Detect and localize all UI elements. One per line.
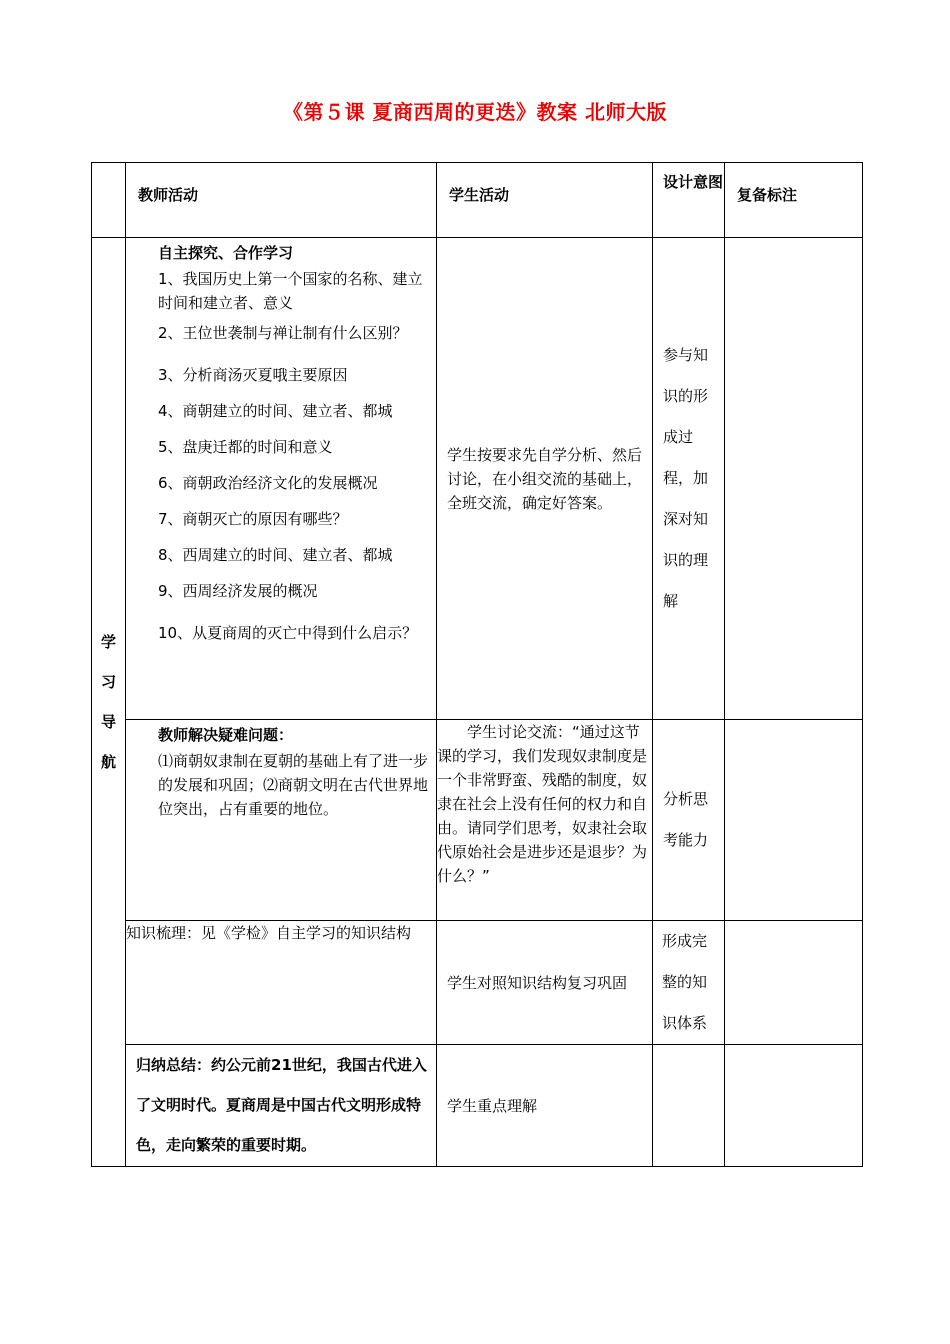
question-item: 7、商朝灭亡的原因有哪些？	[158, 510, 348, 528]
header-teacher-activity: 教师活动	[126, 163, 437, 238]
summary-row	[92, 1045, 863, 1167]
question-item: 1、我国历史上第一个国家的名称、建立时间和建立者、意义	[158, 270, 423, 312]
teacher-resolve-row	[92, 720, 863, 921]
question-item: 4、商朝建立的时间、建立者、都城	[158, 402, 393, 420]
knowledge-organize: 知识梳理：见《学检》自主学习的知识结构	[126, 921, 437, 1045]
review-notes-cell	[725, 238, 863, 720]
question-item: 10、从夏商周的灭亡中得到什么启示？	[158, 624, 418, 642]
student-discussion: 学生讨论交流：“通过这节课的学习，我们发现奴隶制度是一个非常野蛮、残酷的制度，奴隶在社会上没有任何的权力和自由。请同学们思考，奴隶社会取代原始社会是进步还是退步？为什么？”	[437, 720, 653, 921]
knowledge-row	[92, 921, 863, 1045]
self-study-row	[92, 238, 863, 720]
teacher-resolve-body: ⑴商朝奴隶制在夏朝的基础上有了进一步的发展和巩固；⑵商朝文明在古代世界地位突出，占有重要的地位。	[158, 752, 429, 818]
question-item: 2、王位世袭制与禅让制有什么区别？	[158, 324, 408, 342]
self-study-heading: 自主探究、合作学习	[158, 244, 294, 262]
side-char: 习	[100, 673, 116, 691]
lesson-plan-table	[91, 162, 863, 1167]
header-review-notes: 复备标注	[725, 163, 863, 238]
side-char: 导	[100, 713, 116, 731]
side-char: 航	[100, 753, 116, 771]
design-intent-self-study: 参与知识的形成过程，加深对知识的理解	[653, 238, 725, 720]
question-item: 3、分析商汤灭夏哦主要原因	[158, 366, 348, 384]
question-item: 6、商朝政治经济文化的发展概况	[158, 474, 378, 492]
header-row	[92, 163, 863, 238]
review-notes-cell	[725, 1045, 863, 1167]
side-char: 学	[100, 633, 116, 651]
design-intent-system: 形成完整的知识体系	[653, 921, 725, 1045]
teacher-resolve-heading: 教师解决疑难问题：	[158, 726, 294, 744]
summary-text: 归纳总结：约公元前21世纪，我国古代进入了文明时代。夏商周是中国古代文明形成特色，走向繁荣的重要时期。	[126, 1045, 437, 1167]
document-title: 《第５课 夏商西周的更迭》教案 北师大版	[283, 100, 667, 124]
header-student-activity: 学生活动	[437, 163, 653, 238]
side-label-learning-guide	[92, 238, 126, 1167]
header-empty-cell	[92, 163, 126, 238]
review-notes-cell	[725, 720, 863, 921]
student-activity-self-study: 学生按要求先自学分析、然后讨论，在小组交流的基础上，全班交流，确定好答案。	[437, 238, 653, 720]
teacher-resolve-cell	[126, 720, 437, 921]
self-study-questions	[126, 238, 437, 720]
student-review: 学生对照知识结构复习巩固	[437, 921, 653, 1045]
student-understanding: 学生重点理解	[437, 1045, 653, 1167]
review-notes-cell	[725, 921, 863, 1045]
question-item: 5、盘庚迁都的时间和意义	[158, 438, 333, 456]
question-item: 9、西周经济发展的概况	[158, 582, 318, 600]
design-intent-analysis: 分析思考能力	[653, 720, 725, 921]
question-item: 8、西周建立的时间、建立者、都城	[158, 546, 393, 564]
header-design-intent: 设计意图	[653, 163, 725, 238]
design-intent-empty	[653, 1045, 725, 1167]
